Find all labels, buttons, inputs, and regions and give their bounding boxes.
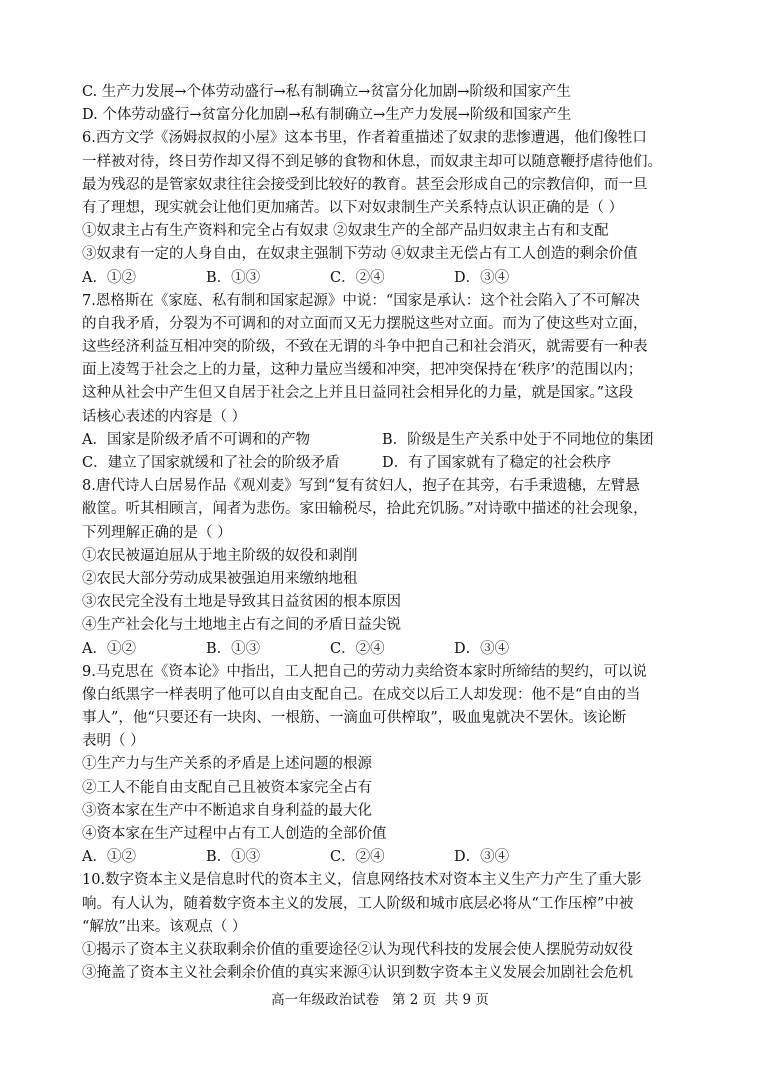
text-line: 一样被对待，终日劳作却又得不到足够的食物和休息，而奴隶主却可以随意鞭抒虐待他们。 [82, 153, 662, 170]
question-content [82, 81, 682, 985]
answer-option: C．②④ [330, 849, 385, 866]
text-line: ②农民大部分劳动成果被强迫用来缴纳地租 [82, 570, 358, 587]
text-line: 7.恩格斯在《家庭、私有制和国家起源》中说：“国家是承认：这个社会陷入了不可解决 [82, 292, 640, 309]
answer-option: A．①② [82, 269, 136, 286]
page-footer: 高一年级政治试卷 第 2 页 共 9 页 [271, 992, 489, 1008]
text-line: 像白纸黑字一样表明了他可以自由支配自己。在成交以后工人却发现：他不是“自由的当 [82, 686, 641, 703]
text-line: ④生产社会化与土地地主占有之间的矛盾日益尖锐 [82, 617, 401, 634]
text-line: ②工人不能自由支配自己且被资本家完全占有 [82, 779, 372, 796]
answer-options [82, 429, 682, 452]
answer-option: C．②④ [330, 269, 385, 286]
text-line: “解放”出来。该观点（ ） [82, 918, 247, 935]
text-line: 10.数字资本主义是信息时代的资本主义，信息网络技术对资本主义生产力产生了重大影 [82, 872, 642, 889]
text-line: 最为残忍的是管家奴隶往往会接受到比较好的教育。甚至会形成自己的宗教信仰，而一旦 [82, 176, 648, 193]
text-line: ④资本家在生产过程中占有工人创造的全部价值 [82, 826, 387, 842]
text-line: 话核心表述的内容是（ ） [82, 408, 247, 425]
answer-option: D．③④ [454, 640, 510, 657]
text-line: 表明（ ） [82, 733, 145, 750]
answer-option: B．①③ [206, 269, 261, 286]
answer-option: B．①③ [206, 849, 261, 866]
text-line: 9.马克思在《资本论》中指出，工人把自己的劳动力卖给资本家时所缔结的契约，可以说 [82, 663, 647, 680]
text-line: ①揭示了资本主义获取剩余价值的重要途径②认为现代科技的发展会使人摆脱劳动奴役 [82, 941, 633, 958]
text-line: 事人”，他“只要还有一块肉、一根筋、一滴血可供榨取”，吸血鬼就决不罢休。该论断 [82, 710, 627, 727]
text-line: 这种从社会中产生但又自居于社会之上并且日益同社会相异化的力量，就是国家。”这段 [82, 385, 634, 402]
answer-options [82, 267, 682, 290]
text-line: ③奴隶有一定的人身自由，在奴隶主强制下劳动 ④奴隶主无偿占有工人创造的剩余价值 [82, 246, 638, 263]
text-line: 6.西方文学《汤姆叔叔的小屋》这本书里，作者着重描述了奴隶的悲惨遭遇，他们像牲口 [82, 130, 647, 147]
answer-option: A．①② [82, 640, 136, 657]
text-line: 下列理解正确的是（ ） [82, 524, 232, 541]
answer-option: D．③④ [454, 849, 510, 866]
answer-options [82, 846, 682, 869]
text-line: 8.唐代诗人白居易作品《观刈麦》写到“复有贫妇人，抱子在其旁，右手秉遗穗，左臂悬 [82, 478, 640, 495]
answer-option: A．①② [82, 849, 136, 866]
answer-options [82, 452, 682, 475]
answer-option: B．①③ [206, 640, 261, 657]
answer-option: A．国家是阶级矛盾不可调和的产物 [82, 431, 310, 448]
text-line: ①农民被逼迫屈从于地主阶级的奴役和剥削 [82, 547, 358, 564]
text-line: ③资本家在生产中不断追求自身利益的最大化 [82, 802, 372, 819]
answer-option: C．②④ [330, 640, 385, 657]
text-line: ①生产力与生产关系的矛盾是上述问题的根源 [82, 756, 372, 773]
answer-option: D．③④ [454, 269, 510, 286]
text-line: ③掩盖了资本主义社会剩余价值的真实来源④认识到数字资本主义发展会加剧社会危机 [82, 965, 633, 982]
answer-option: B．阶级是生产关系中处于不同地位的集团 [382, 431, 654, 448]
answer-options [82, 638, 682, 661]
text-line: 敝筐。听其相顾言，闻者为悲伤。家田输税尽，拾此充饥肠。”对诗歌中描述的社会现象， [82, 501, 648, 518]
text-line: 这些经济利益互相冲突的阶级，不致在无谓的斗争中把自己和社会消灭，就需要有一种表 [82, 339, 648, 356]
text-line: 有了理想，现实就会让他们更加痛苦。以下对奴隶制生产关系特点认识正确的是（ ） [82, 199, 624, 216]
text-line: ③农民完全没有土地是导致其日益贫困的根本原因 [82, 594, 401, 611]
text-line: D. 个体劳动盛行→贫富分化加剧→私有制确立→生产力发展→阶级和国家产生 [82, 107, 572, 124]
text-line: ①奴隶主占有生产资料和完全占有奴隶 ②奴隶生产的全部产品归奴隶主占有和支配 [82, 223, 609, 240]
text-line: C. 生产力发展→个体劳动盛行→私有制确立→贫富分化加剧→阶级和国家产生 [82, 84, 571, 100]
text-line: 面上凌驾于社会之上的力量，这种力量应当缓和冲突，把冲突保持在‘秩序’的范围以内； [82, 362, 643, 379]
text-line: 响。有人认为，随着数字资本主义的发展，工人阶级和城市底层必将从“工作压榨”中被 [82, 895, 634, 912]
answer-option: D．有了国家就有了稳定的社会秩序 [382, 455, 612, 471]
text-line: 的自我矛盾，分裂为不可调和的对立面而又无力摆脱这些对立面。而为了使这些对立面， [82, 315, 648, 332]
answer-option: C．建立了国家就缓和了社会的阶级矛盾 [82, 455, 340, 471]
